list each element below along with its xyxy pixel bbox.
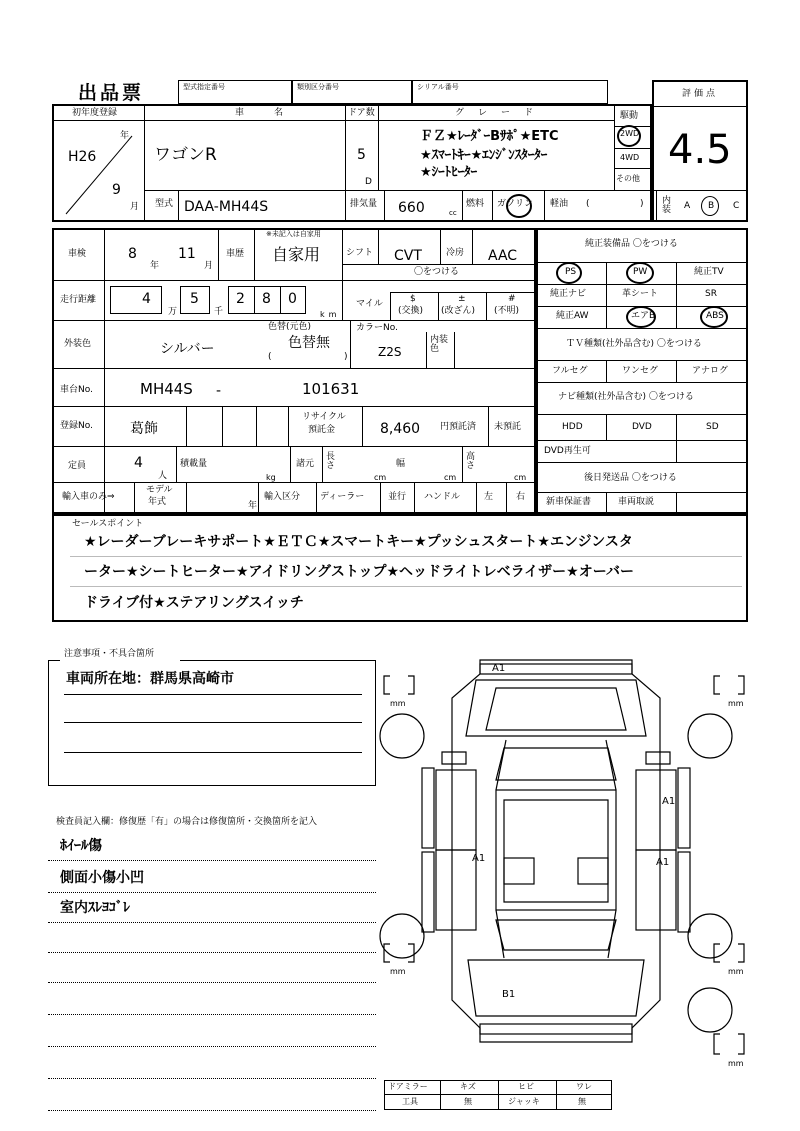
sales-line-2: ーター★シートヒーター★アイドリングストップ★ヘッドライトレベライザー★オーバー [84,564,635,580]
serial-field: シリアル番号 [412,80,608,104]
damage-mark-right-upper: A1 [662,796,676,807]
detail-form [52,228,536,514]
exterior-color: シルバー [160,341,215,357]
damage-mark-left-mid: A1 [472,853,486,864]
displacement-value: 660 [398,200,425,216]
repaint-value: 色替無 [288,335,330,351]
equip-ps: PS [565,267,577,277]
first-reg-month: 9 [112,182,121,198]
equip-sr: SR [705,289,717,299]
color-no: Z2S [378,345,402,359]
inspector-line-3: 室内ｽﾚﾖｺﾞﾚ [60,900,130,916]
chassis-prefix: MH44S [140,380,193,398]
mileage-digit-3: 2 [236,291,245,307]
shaken-month: 11 [178,246,196,262]
form-title: 出品票 [78,82,145,104]
equip-aw: 純正AW [556,311,589,321]
registration-value: 葛飾 [130,421,158,437]
score-value: 4.5 [668,127,732,173]
damage-mark-bottom: B1 [502,989,516,1000]
class-no-field: 類別区分番号 [292,80,412,104]
car-name: ワゴンR [154,145,217,165]
car-damage-diagram [376,640,776,1080]
chassis-number: 101631 [302,380,360,398]
inspector-line-2: 側面小傷小凹 [60,870,144,886]
equip-tv: 純正TV [694,267,724,277]
equip-airbag: エアB [631,311,656,321]
mileage-digit-2: 5 [190,291,199,307]
shift-value: CVT [394,248,422,264]
mileage-digit-4: 8 [262,291,271,307]
mileage-digit-5: 0 [288,291,297,307]
grade-line3: ★ｼｰﾄﾋｰﾀｰ [420,165,478,180]
ac-value: AAC [488,248,518,264]
drive-2wd-circle [617,125,641,147]
shaken-year: 8 [128,246,137,262]
sales-line-3: ドライブ付★ステアリングスイッチ [84,595,304,611]
equip-navi: 純正ナビ [550,289,587,299]
sales-line-1: ★レーダーブレーキサポート★ＥＴＣ★スマートキー★プッシュスタート★エンジンスタ [84,534,633,550]
history-value: 自家用 [272,245,321,264]
equip-abs: ABS [706,311,724,321]
grade-line2: ★ｽﾏｰﾄｷｰ★ｴﾝｼﾞﾝｽﾀｰﾀｰ [420,148,548,163]
grade-line1: ＦＺ★ﾚｰﾀﾞｰBｻﾎﾟ★ETC [420,129,559,144]
model-value: DAA-MH44S [184,199,269,215]
inspector-line-1: ﾎｲｰﾙ傷 [60,838,102,854]
equip-leather: 革シート [622,289,659,299]
fuel-gasoline-circle [506,194,532,218]
first-reg-year: H26 [68,149,97,165]
recycle-value: 8,460 [380,421,421,437]
damage-mark-right-lower: A1 [656,857,670,868]
equip-pw: PW [633,267,648,277]
capacity-value: 4 [134,455,143,471]
date-slash [60,128,140,218]
notes-line-1: 車両所在地：群馬県高崎市 [66,671,234,687]
doors-value: 5 [357,147,366,163]
score-box: 評価点 4.5 [652,80,748,222]
model-no-field: 型式指定番号 [178,80,292,104]
mileage-digit-1: 4 [142,291,151,307]
damage-mark-top: A1 [492,663,506,674]
